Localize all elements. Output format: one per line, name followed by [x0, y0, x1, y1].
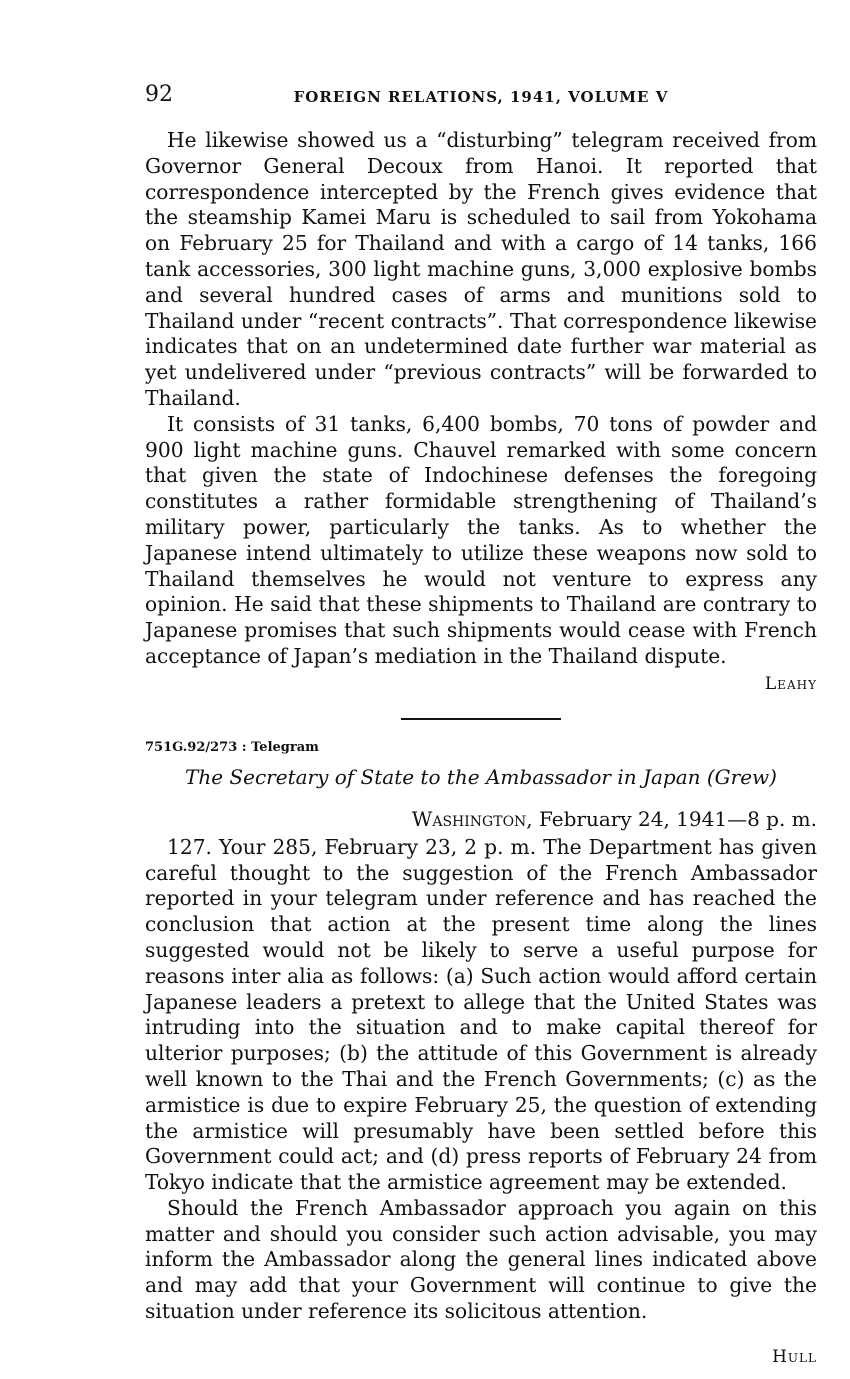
paragraph-instructions: Should the French Ambassador approach you again on this matter and should you consider such action advisable, you may inform the Ambassador along the general lines indicated above and may add that your Government will continue to give the situation under reference its solicitous attention. — [145, 1195, 817, 1324]
paragraph-department-reply: 127. Your 285, February 23, 2 p. m. The Department has given careful thought to the suggestion of the French Ambassador reported in your telegram under reference and has reached the conclusion that action at the present time along the lines suggested would not be likely to serve a useful purpose for reasons inter alia as follows: (a) Such action would afford certain Japanese leaders a pretext to allege that the United States was intruding into the situation and to make capital thereof for ulterior purposes; (b) the attitude of this Government is already well known to the Thai and the French Governments; (c) as the armistice is due to expire February 25, the question of extending the armistice will presumably have been settled before this Government could act; and (d) press reports of February 24 from Tokyo indicate that the armistice agreement may be extended. — [145, 834, 817, 1195]
dateline-place: Washington — [411, 806, 527, 831]
dateline-date: , February 24, 1941—8 p. m. — [526, 806, 817, 831]
page-header — [145, 82, 817, 112]
section-divider — [401, 718, 561, 720]
signature-hull: Hull — [772, 1346, 817, 1367]
paragraph-shipments: It consists of 31 tanks, 6,400 bombs, 70 tons of powder and 900 light machine guns. Chauvel remarked with some concern that given the state of Indochinese defenses the foregoing constitutes a rather formidable strengthening of Thailand’s military power, particularly the tanks. As to whether the Japanese intend ultimately to utilize these weapons now sold to Thailand themselves he would not venture to express any opinion. He said that these shipments to Thailand are contrary to Japanese promises that such shipments would cease with French acceptance of Japan’s mediation in the Thailand dispute. — [145, 411, 817, 668]
running-head: FOREIGN RELATIONS, 1941, VOLUME V — [293, 88, 669, 106]
dateline — [145, 807, 817, 831]
paragraph-decoux-telegram: He likewise showed us a “disturbing” telegram received from Governor General Decoux from Hanoi. It reported that correspondence intercepted by the French gives evidence that the steamship Kamei Maru is scheduled to sail from Yokohama on February 25 for Thailand and with a cargo of 14 tanks, 166 tank accessories, 300 light machine guns, 3,000 explosive bombs and several hundred cases of arms and munitions sold to Thailand under “recent contracts”. That correspondence likewise indicates that on an undetermined date further war material as yet undelivered under “previous contracts” will be forwarded to Thailand. — [145, 128, 817, 410]
file-reference: 751G.92/273 : Telegram — [145, 739, 319, 755]
signature-leahy: Leahy — [764, 673, 817, 694]
page-body — [145, 128, 817, 1369]
document-title: The Secretary of State to the Ambassador in Japan (Grew) — [185, 764, 777, 789]
page-number: 92 — [145, 82, 173, 107]
